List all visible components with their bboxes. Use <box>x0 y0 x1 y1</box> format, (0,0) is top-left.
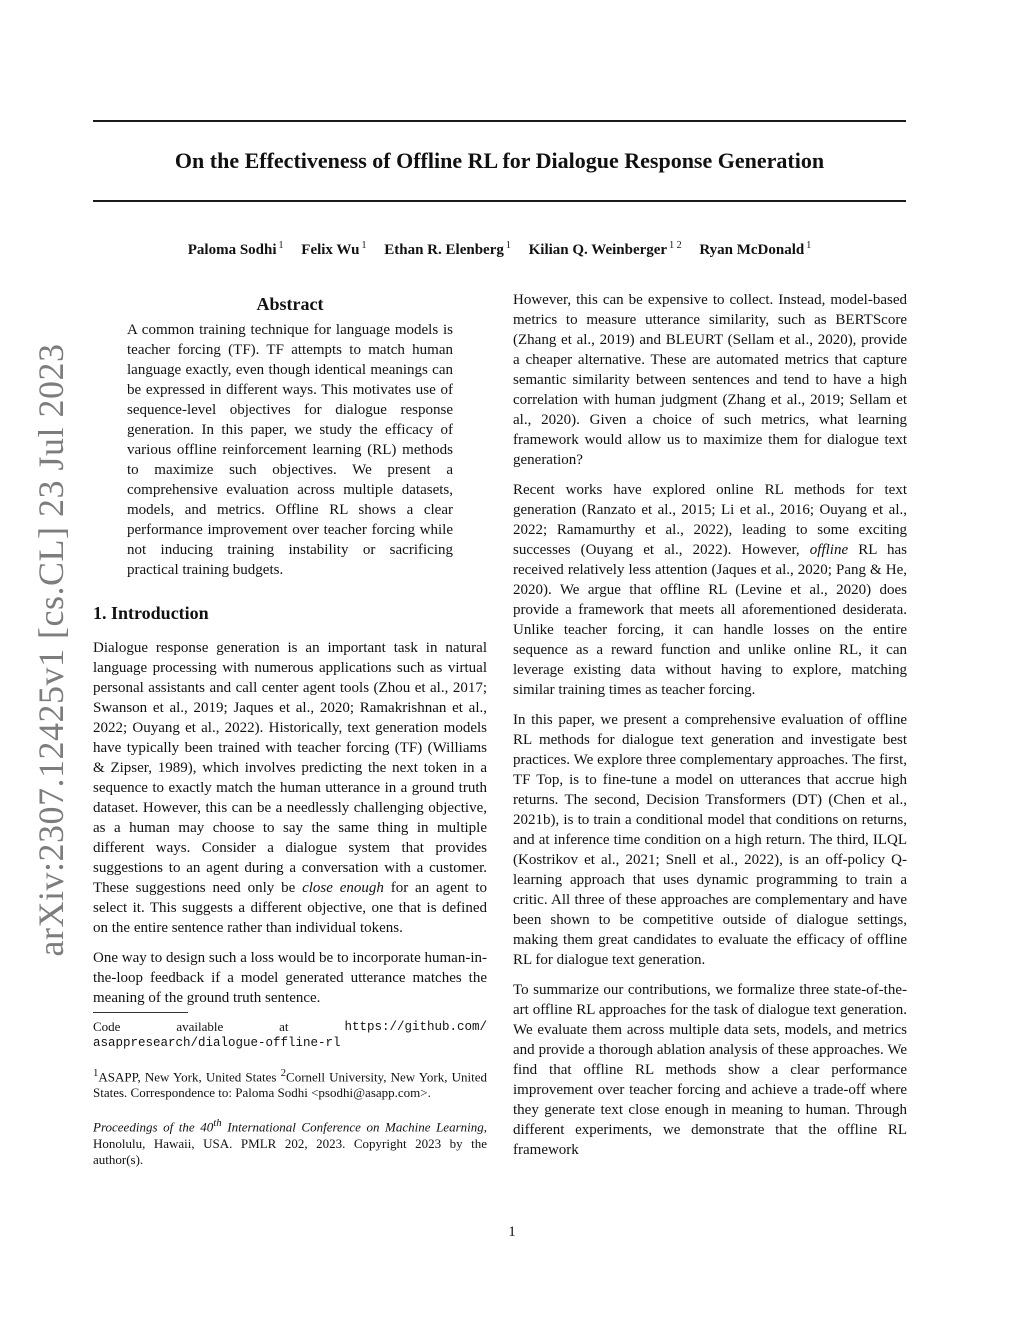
author-3: Ethan R. Elenberg $^1$ <box>384 240 511 258</box>
abstract-text: A common training technique for language models is teacher forcing (TF). TF attempts to match human language exactly, even though identical meanings can be expressed in different ways. This motivates use of sequence-level objectives for dialogue response generation. In this paper, we study the efficacy of various offline reinforcement learning (RL) methods to maximize such objectives. We present a comprehensive evaluation across multiple datasets, models, and metrics. Offline RL shows a clear performance improvement over teacher forcing while not inducing training instability or sacrificing practical training budgets. <box>127 322 453 578</box>
author-2: Felix Wu $^1$ <box>301 240 367 258</box>
footnote-affiliations: $^1$ASAPP, New York, United States $^2$Cornell University, New York, United States. Correspondence to: Paloma Sodhi <psodhi@asapp.com>. <box>93 1067 488 1101</box>
left-column <box>93 290 487 1168</box>
author-4: Kilian Q. Weinberger $^{1 2}$ <box>528 240 682 258</box>
abstract-heading: Abstract <box>256 294 324 314</box>
code-url-part-2[interactable]: asappresearch/dialogue-offline-rl <box>93 1036 341 1050</box>
intro-paragraph-4: Recent works have explored online RL methods for text generation (Ranzato et al., 2015; Li et al., 2016; Ouyang et al., 2022; Ramamurthy et al., 2022), leading to some exciting successes (Ouyang et al., 2022). However, offline RL has received relatively less attention (Jaques et al., 2020; Pang & He, 2020). We argue that offline RL (Levine et al., 2020) does provide a framework that meets all aforementioned desiderata. Unlike teacher forcing, it can handle losses on the entire sequence as a reward function and unlike online RL, it can leverage existing data without having to explore, matching similar training times as teacher forcing. <box>513 482 908 698</box>
footnote-code: Code available at https://github.com/ asappresearch/dialogue-offline-rl <box>93 1019 487 1050</box>
code-url-part-1[interactable]: https://github.com/ <box>344 1020 487 1034</box>
title-bottom-rule <box>93 200 906 202</box>
intro-paragraph-3: However, this can be expensive to collect. Instead, model-based metrics to measure utterance similarity, such as BERTScore (Zhang et al., 2019) and BLEURT (Sellam et al., 2020), provide a cheaper alternative. These are automated metrics that capture semantic similarity between sentences and tend to have a high correlation with human judgment (Zhang et al., 2019; Sellam et al., 2020). Given a choice of such metrics, what learning framework would allow us to maximize them for dialogue text generation? <box>513 292 907 468</box>
author-1: Paloma Sodhi $^1$ <box>187 240 284 258</box>
paper-title: On the Effectiveness of Offline RL for Dialogue Response Generation <box>174 148 825 173</box>
footnote-proceedings: Proceedings of the 40th International Conference on Machine Learning, Honolulu, Hawaii, USA. PMLR 202, 2023. Copyright 2023 by the author(s). <box>93 1117 488 1167</box>
title-top-rule <box>93 120 906 122</box>
intro-paragraph-1: Dialogue response generation is an important task in natural language processing with numerous applications such as virtual personal assistants and call center agent tools (Zhou et al., 2017; Swanson et al., 2019; Jaques et al., 2020; Ramakrishnan et al., 2022; Ouyang et al., 2022). Historically, text generation models have typically been trained with teacher forcing (TF) (Williams & Zipser, 1989), which involves predicting the next token in a sequence to exactly match the human utterance in a ground truth dataset. However, this can be a needlessly challenging objective, as a human may choose to say the same thing in multiple different ways. Consider a dialogue system that provides suggestions to an agent during a conversation with a customer. These suggestions need only be close enough for an agent to select it. This suggests a different objective, one that is defined on the entire sentence rather than individual tokens. <box>93 640 488 936</box>
intro-paragraph-2: One way to design such a loss would be to incorporate human-in-the-loop feedback if a model generated utterance matches the meaning of the ground truth sentence. <box>93 950 487 1006</box>
right-column <box>513 290 907 1160</box>
footnote-rule <box>93 1012 188 1013</box>
intro-heading: 1. Introduction <box>93 603 209 623</box>
page-number: 1 <box>508 1224 516 1240</box>
intro-paragraph-6: To summarize our contributions, we formalize three state-of-the-art offline RL approaches for the task of dialogue text generation. We evaluate them across multiple data sets, models, and metrics and provide a thorough ablation analysis of these approaches. We find that offline RL methods show a clear performance improvement over teacher forcing and achieve a trade-off where they generate text close enough in meaning to human. Through different experiments, we demonstrate that the offline RL framework <box>513 982 907 1158</box>
author-list <box>93 236 906 260</box>
arxiv-stamp: arXiv:2307.12425v1 [cs.CL] 23 Jul 2023 <box>31 343 71 957</box>
intro-paragraph-5: In this paper, we present a comprehensive evaluation of offline RL methods for dialogue text generation and investigate best practices. We explore three complementary approaches. The first, TF Top, is to fine-tune a model on utterances that accrue high returns. The second, Decision Transformers (DT) (Chen et al., 2021b), is to train a conditional model that conditions on returns, and at inference time condition on a high return. The third, ILQL (Kostrikov et al., 2021; Snell et al., 2022), is an off-policy Q-learning approach that uses dynamic programming to train a critic. All three of these approaches are complementary and have been shown to be competitive outside of dialogue settings, making them great candidates to evaluate the efficacy of offline RL for dialogue text generation. <box>513 712 907 968</box>
author-5: Ryan McDonald $^1$ <box>699 240 812 258</box>
